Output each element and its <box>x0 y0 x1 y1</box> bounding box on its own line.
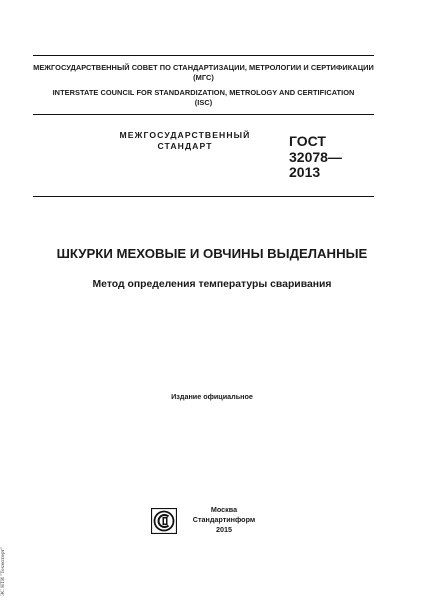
gost-year: 2013 <box>289 164 321 180</box>
publisher-city: Москва <box>210 505 238 514</box>
gost-number <box>289 134 342 181</box>
council-name-en-line: INTERSTATE COUNCIL FOR STANDARDIZATION, METROLOGY AND CERTIFICATION <box>52 88 355 97</box>
gost-prefix: ГОСТ <box>289 133 326 149</box>
publisher-name: Стандартинформ <box>192 515 256 524</box>
publisher-year: 2015 <box>216 525 232 534</box>
council-name-ru <box>33 63 374 82</box>
document-subtitle: Метод определения температуры сваривания <box>92 279 332 290</box>
council-abbr-ru: (МГС) <box>193 72 214 82</box>
council-name-en <box>33 88 374 107</box>
official-edition-note: Издание официальное <box>171 392 253 401</box>
header-rule <box>33 114 374 115</box>
standard-type-label <box>110 130 260 152</box>
publisher-info <box>184 505 264 535</box>
side-stamp: ЭС НТИ "Техэксперт" <box>0 547 6 596</box>
top-rule <box>33 55 374 56</box>
standartinform-logo-icon <box>151 508 177 534</box>
standard-rule <box>33 196 374 197</box>
gost-number-main: 32078— <box>289 148 342 165</box>
document-title: ШКУРКИ МЕХОВЫЕ И ОВЧИНЫ ВЫДЕЛАННЫЕ <box>56 246 368 261</box>
standard-type-line2: СТАНДАРТ <box>157 141 213 151</box>
council-abbr-en: (ISC) <box>194 97 213 107</box>
council-name-ru-line: МЕЖГОСУДАРСТВЕННЫЙ СОВЕТ ПО СТАНДАРТИЗАЦИИ, МЕТРОЛОГИИ И СЕРТИФИКАЦИИ <box>33 63 374 72</box>
standard-type-line1: МЕЖГОСУДАРСТВЕННЫЙ <box>119 130 251 140</box>
